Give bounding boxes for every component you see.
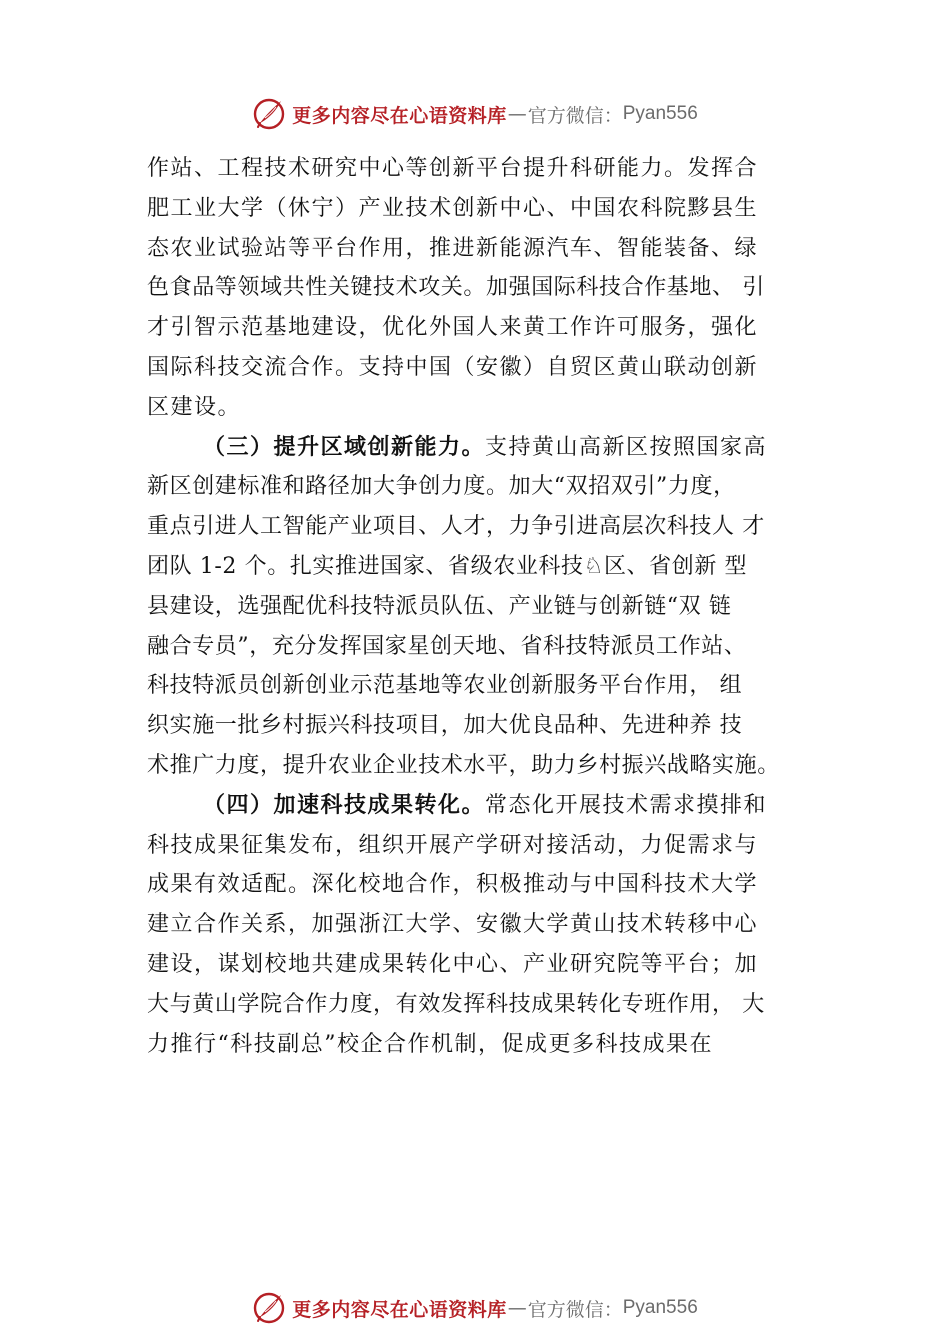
text-line: 态农业试验站等平台作用，推进新能源汽车、智能装备、绿	[147, 235, 759, 261]
quill-logo-icon	[252, 97, 286, 131]
text-line: 色食品等领域共性关键技术攻关。加强国际科技合作基地、 引	[147, 275, 765, 301]
wechat-label: 官方微信：	[527, 1298, 623, 1321]
section-heading-line: （四）加速科技成果转化。常态化开展技术需求摸排和	[203, 791, 768, 818]
quill-logo-icon	[252, 1291, 286, 1325]
text-line: 建立合作关系，加强浙江大学、安徽大学黄山技术转移中心	[147, 912, 759, 938]
text-line: 建设，谋划校地共建成果转化中心、产业研究院等平台；加	[147, 951, 759, 977]
text-line: 成果有效适配。深化校地合作，积极推动与中国科技术大学	[147, 872, 759, 898]
footer-banner	[0, 1288, 950, 1328]
text-line: 肥工业大学（休宁）产业技术创新中心、中国农科院黟县生	[147, 195, 759, 221]
text-line: 新区创建标准和路径加大争创力度。加大“双招双引”力度，	[147, 474, 736, 500]
banner-title: 更多内容尽在心语资料库	[292, 1298, 507, 1321]
text-line: 力推行“科技副总”校企合作机制，促成更多科技成果在	[147, 1031, 713, 1057]
text-line: 织实施一批乡村振兴科技项目，加大优良品种、先进种养 技	[147, 713, 743, 739]
text-line: 区建设。	[147, 394, 242, 420]
text-line: 术推广力度，提升农业企业技术水平，助力乡村振兴战略实施。	[147, 752, 780, 778]
document-body	[147, 149, 827, 1064]
wechat-label: 官方微信：	[527, 104, 623, 127]
text-line: 才引智示范基地建设，优化外国人来黄工作许可服务，强化	[147, 315, 759, 341]
wechat-id: Pyan556	[622, 1297, 698, 1318]
text-line: 重点引进人工智能产业项目、人才，力争引进高层次科技人 才	[147, 514, 765, 540]
section-heading-4: （四）加速科技成果转化。	[203, 791, 486, 818]
text-line: 大与黄山学院合作力度，有效发挥科技成果转化专班作用， 大	[147, 991, 765, 1017]
text-line: 科技特派员创新创业示范基地等农业创新服务平台作用， 组	[147, 673, 743, 699]
text-line: 国际科技交流合作。支持中国（安徽）自贸区黄山联动创新	[147, 354, 759, 380]
banner-dash: —	[507, 103, 527, 125]
section-heading-line: （三）提升区域创新能力。支持黄山高新区按照国家高	[203, 433, 768, 460]
header-banner	[0, 94, 950, 134]
banner-dash: —	[507, 1297, 527, 1319]
section-heading-3: （三）提升区域创新能力。	[203, 433, 486, 460]
wechat-id: Pyan556	[622, 103, 698, 124]
text-line: 科技成果征集发布，组织开展产学研对接活动，力促需求与	[147, 832, 759, 858]
banner-title: 更多内容尽在心语资料库	[292, 104, 507, 127]
text-line: 作站、工程技术研究中心等创新平台提升科研能力。发挥合	[147, 156, 759, 181]
text-line: 融合专员”，充分发挥国家星创天地、省科技特派员工作站、	[147, 633, 747, 659]
text-line: 团队 1-2 个。扎实推进国家、省级农业科技♘区、省创新 型	[147, 553, 748, 579]
text-line: 县建设，选强配优科技特派员队伍、产业链与创新链“双 链	[147, 593, 732, 619]
